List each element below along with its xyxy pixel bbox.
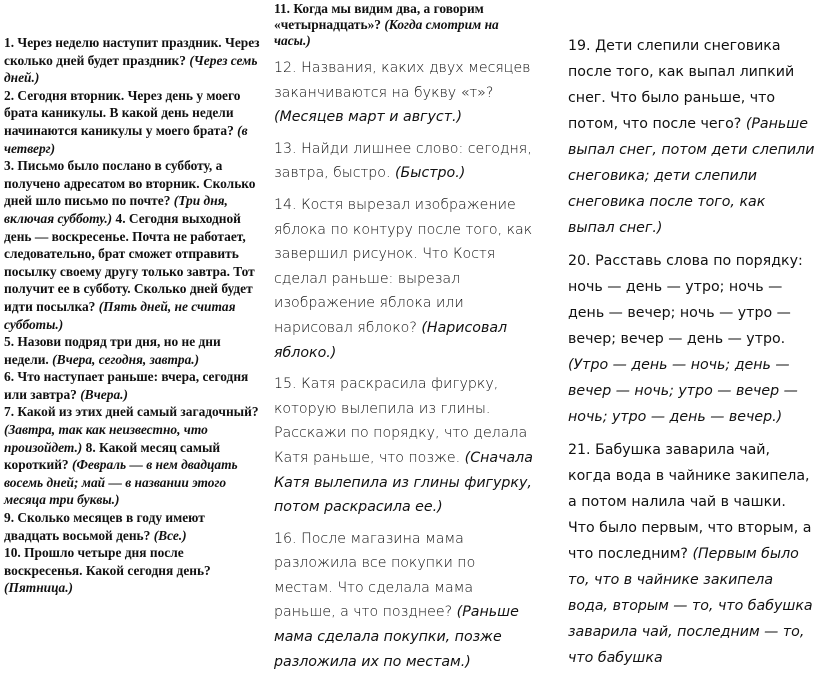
question-2: 2. Сегодня вторник. Через день у моего брата каникулы. В какой день недели начинаются каникулы у моего брата? (в четверг) xyxy=(4,87,248,156)
answer-4: (Пять дней, не считая субботы.) xyxy=(4,298,236,332)
question-9: 9. Сколько месяцев в году имеют двадцать восьмой день? (Все.) xyxy=(4,510,205,543)
answer-12: (Месяцев март и август.) xyxy=(274,109,463,126)
answer-15: (Сначала Катя вылепила из глины фигурку, потом раскрасила ее.) xyxy=(274,449,533,516)
question-14: 14. Костя вырезал изображение яблока по контуру после того, как завершил рисунок. Что Костя сделал раньше: вырезал изображение яблока или нарисовал яблоко? (Нарисовал яблоко.) xyxy=(274,196,533,361)
answer-21: (Первым было то, что в чайнике закипела вода, вторым — то, что бабушка заварила чай, последним — то, что бабушка xyxy=(568,546,813,666)
column-questions-1-10 xyxy=(4,34,262,597)
answer-16: (Раньше мама сделала покупки, позже разложила их по местам.) xyxy=(274,604,519,670)
question-1: 1. Через неделю наступит праздник. Через сколько дней будет праздник? (Через семь дней.) xyxy=(4,35,260,86)
question-6: 6. Что наступает раньше: вчера, сегодня или завтра? (Вчера.) xyxy=(4,369,249,402)
answer-19: (Раньше выпал снег, потом дети слепили снеговика; дети слепили снеговика после того, как выпал снег.) xyxy=(568,116,815,236)
question-7: 7. Какой из этих дней самый загадочный? (Завтра, так как неизвестно, что произойдет.) 8. Какой месяц самый короткий? (Февраль — в нем двадцать восемь дней; май — в названии этого месяца три буквы.) xyxy=(4,404,259,508)
answer-6: (Вчера.) xyxy=(80,386,128,402)
question-15: 15. Катя раскрасила фигурку, которую вылепила из глины. Расскажи по порядку, что делала Катя раньше, что позже. (Сначала Катя вылепила из глины фигурку, потом раскрасила ее.) xyxy=(274,376,533,516)
question-3: 3. Письмо было послано в субботу, а получено адресатом во вторник. Сколько дней шло письмо по почте? (Три дня, включая субботу.) 4. Сегодня выходной день — воскресенье. Почта не работает, следовательно, брат сможет отправить посылку своему другу только завтра. Тот получит ее в субботу. Сколько дней будет идти посылка? (Пять дней, не считая субботы.) xyxy=(4,158,256,332)
answer-8: (Февраль — в нем двадцать восемь дней; май — в названии этого месяца три буквы.) xyxy=(4,457,238,508)
question-11: 11. Когда мы видим два, а говорим «четырнадцать»? (Когда смотрим на часы.) xyxy=(274,1,499,48)
question-8: 8. Какой месяц самый короткий? xyxy=(4,439,221,473)
column-questions-11-16 xyxy=(274,0,536,681)
answer-7: (Завтра, так как неизвестно, что произойдет.) xyxy=(4,422,208,455)
column-questions-19-21 xyxy=(568,33,816,678)
answer-10: (Пятница.) xyxy=(4,580,74,596)
question-13: 13. Найди лишнее слово: сегодня, завтра, быстро. (Быстро.) xyxy=(274,140,532,182)
question-12: 12. Названия, каких двух месяцев заканчиваются на букву «т»? (Месяцев март и август.) xyxy=(274,60,531,126)
question-19: 19. Дети слепили снеговика после того, как выпал липкий снег. Что было раньше, что потом, что после чего? (Раньше выпал снег, потом дети слепили снеговика; дети слепили снеговика после того, как выпал снег.) xyxy=(568,38,815,236)
answer-1: (Через семь дней.) xyxy=(4,52,258,86)
answer-2: (в четверг) xyxy=(4,122,248,156)
answer-5: (Вчера, сегодня, завтра.) xyxy=(52,351,200,367)
question-16: 16. После магазина мама разложила все покупки по местам. Что сделала мама раньше, а что позднее? (Раньше мама сделала покупки, позже разложила их по местам.) xyxy=(274,530,519,670)
answer-14: (Нарисовал яблоко.) xyxy=(274,319,508,361)
question-20: 20. Расставь слова по порядку: ночь — день — утро; ночь — день — вечер; ночь — утро — вечер; вечер — день — утро. (Утро — день — ночь; день — вечер — ночь; утро — вечер — ночь; утро — день — вечер.) xyxy=(568,253,803,425)
question-10: 10. Прошло четыре дня после воскресенья. Какой сегодня день? (Пятница.) xyxy=(4,545,211,596)
answer-3: (Три дня, включая субботу.) xyxy=(4,193,228,226)
answer-13: (Быстро.) xyxy=(395,165,466,182)
question-4: 4. Сегодня выходной день — воскресенье. Почта не работает, следовательно, брат сможет отправить посылку своему другу только завтра. Тот получит ее в субботу. Сколько дней будет идти посылка? xyxy=(4,210,255,314)
question-5: 5. Назови подряд три дня, но не дни недели. (Вчера, сегодня, завтра.) xyxy=(4,334,221,367)
answer-20: (Утро — день — ночь; день — вечер — ночь; утро — вечер — ночь; утро — день — вечер.) xyxy=(568,357,798,425)
answer-9: (Все.) xyxy=(153,527,187,543)
question-21: 21. Бабушка заварила чай, когда вода в чайнике закипела, а потом налила чай в чашки. Что было первым, что вторым, а что последним? (Первым было то, что в чайнике закипела вода, вторым — то, что бабушка заварила чай, последним — то, что бабушка xyxy=(568,442,813,666)
answer-11: (Когда смотрим на часы.) xyxy=(274,17,499,48)
